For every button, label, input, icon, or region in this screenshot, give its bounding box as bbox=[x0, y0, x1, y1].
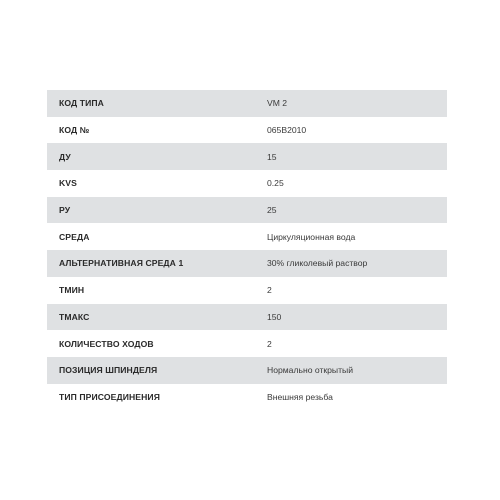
table-row bbox=[47, 117, 447, 144]
spec-value: 30% гликолевый раствор bbox=[267, 250, 447, 277]
spec-key: КОД ТИПА bbox=[47, 90, 267, 117]
spec-value: 15 bbox=[267, 143, 447, 170]
spec-key: ДУ bbox=[47, 143, 267, 170]
spec-value: 150 bbox=[267, 304, 447, 331]
spec-table bbox=[47, 90, 447, 410]
spec-key: КОД № bbox=[47, 117, 267, 144]
spec-key: ТИП ПРИСОЕДИНЕНИЯ bbox=[47, 384, 267, 411]
table-row bbox=[47, 330, 447, 357]
spec-key: РУ bbox=[47, 197, 267, 224]
table-row bbox=[47, 250, 447, 277]
table-row bbox=[47, 90, 447, 117]
table-row bbox=[47, 277, 447, 304]
table-row bbox=[47, 384, 447, 411]
table-row bbox=[47, 304, 447, 331]
table-row bbox=[47, 197, 447, 224]
spec-key: КОЛИЧЕСТВО ХОДОВ bbox=[47, 330, 267, 357]
spec-value: 25 bbox=[267, 197, 447, 224]
spec-key: ТМАКС bbox=[47, 304, 267, 331]
spec-value: 2 bbox=[267, 277, 447, 304]
spec-value: VM 2 bbox=[267, 90, 447, 117]
spec-value: 0.25 bbox=[267, 170, 447, 197]
spec-key: ТМИН bbox=[47, 277, 267, 304]
spec-key: ПОЗИЦИЯ ШПИНДЕЛЯ bbox=[47, 357, 267, 384]
table-row bbox=[47, 170, 447, 197]
spec-key: АЛЬТЕРНАТИВНАЯ СРЕДА 1 bbox=[47, 250, 267, 277]
spec-value: Внешняя резьба bbox=[267, 384, 447, 411]
spec-value: 2 bbox=[267, 330, 447, 357]
table-row bbox=[47, 357, 447, 384]
spec-key: KVS bbox=[47, 170, 267, 197]
table-row bbox=[47, 143, 447, 170]
spec-value: 065B2010 bbox=[267, 117, 447, 144]
spec-value: Нормально открытый bbox=[267, 357, 447, 384]
table-row bbox=[47, 223, 447, 250]
spec-key: СРЕДА bbox=[47, 223, 267, 250]
spec-value: Циркуляционная вода bbox=[267, 223, 447, 250]
